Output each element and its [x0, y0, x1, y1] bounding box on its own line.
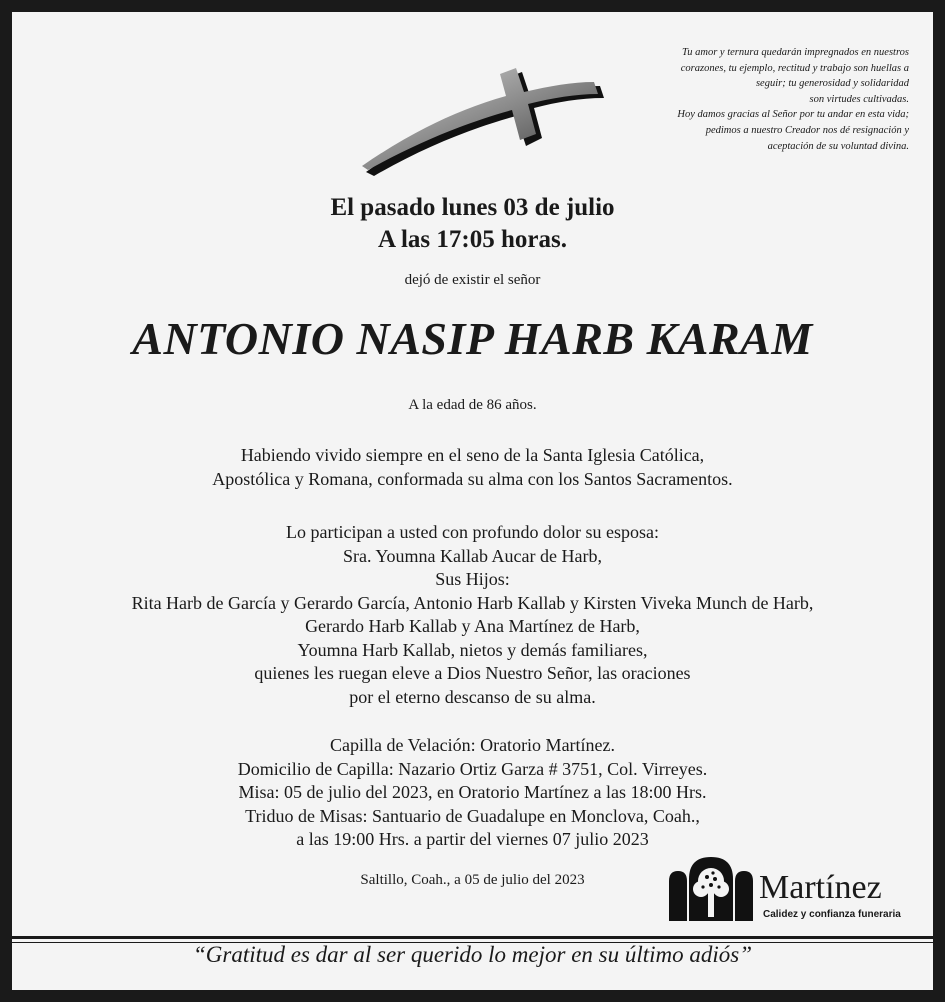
family-line: quienes les ruegan eleve a Dios Nuestro Señor, las oraciones	[254, 663, 691, 683]
funeral-home-logo	[669, 857, 924, 927]
service-line: Triduo de Misas: Santuario de Guadalupe en Monclova, Coah.,	[245, 805, 700, 826]
footer-quote: “Gratitud es dar al ser querido lo mejor en su último adiós”	[192, 942, 753, 967]
family-line: Sra. Youmna Kallab Aucar de Harb,	[343, 545, 602, 566]
services-paragraph	[12, 734, 933, 852]
family-line: Rita Harb de García y Gerardo García, Antonio Harb Kallab y Kirsten Viveka Munch de Harb,	[131, 592, 814, 613]
cross-icon	[352, 68, 622, 183]
service-line: Domicilio de Capilla: Nazario Ortiz Garza # 3751, Col. Virreyes.	[237, 758, 708, 779]
poem-line: seguir; tu generosidad y solidaridad	[755, 78, 909, 90]
death-date-time	[12, 192, 933, 256]
brand-tagline: Calidez y confianza funeraria	[763, 909, 901, 920]
family-line: Lo participan a usted con profundo dolor su esposa:	[286, 522, 659, 542]
memorial-poem	[619, 45, 909, 154]
family-line: por el eterno descanso de su alma.	[349, 686, 596, 707]
faith-line: Habiendo vivido siempre en el seno de la Santa Iglesia Católica,	[240, 445, 705, 465]
death-date: El pasado lunes 03 de julio	[330, 194, 615, 221]
existence-line: dejó de existir el señor	[404, 272, 541, 288]
service-line: Capilla de Velación: Oratorio Martínez.	[329, 735, 616, 755]
family-line: Sus Hijos:	[435, 569, 510, 589]
death-time: A las 17:05 horas.	[378, 226, 567, 253]
footer-divider	[12, 936, 933, 939]
obituary-notice	[12, 12, 933, 990]
poem-line: pedimos a nuestro Creador nos dé resignación y	[705, 124, 909, 136]
poem-line: corazones, tu ejemplo, rectitud y trabajo son huellas a	[680, 62, 909, 74]
arches-tree-icon	[669, 857, 753, 921]
poem-line: Hoy damos gracias al Señor por tu andar en esta vida;	[677, 109, 909, 121]
faith-paragraph	[12, 444, 933, 491]
brand-name: Martínez	[759, 869, 882, 906]
faith-line: Apostólica y Romana, conformada su alma con los Santos Sacramentos.	[212, 468, 733, 489]
poem-line: Tu amor y ternura quedarán impregnados en nuestros	[681, 47, 909, 58]
poem-line: son virtudes cultivadas.	[809, 93, 909, 105]
age-line: A la edad de 86 años.	[408, 397, 537, 413]
poem-line: aceptación de su voluntad divina.	[767, 140, 909, 152]
deceased-name: ANTONIO NASIP HARB KARAM	[132, 313, 813, 364]
place-date: Saltillo, Coah., a 05 de julio del 2023	[360, 872, 585, 888]
family-paragraph	[12, 521, 933, 709]
service-line: Misa: 05 de julio del 2023, en Oratorio Martínez a las 18:00 Hrs.	[238, 782, 707, 802]
service-line: a las 19:00 Hrs. a partir del viernes 07 julio 2023	[296, 829, 649, 849]
family-line: Youmna Harb Kallab, nietos y demás familiares,	[297, 639, 648, 660]
family-line: Gerardo Harb Kallab y Ana Martínez de Harb,	[305, 616, 640, 636]
